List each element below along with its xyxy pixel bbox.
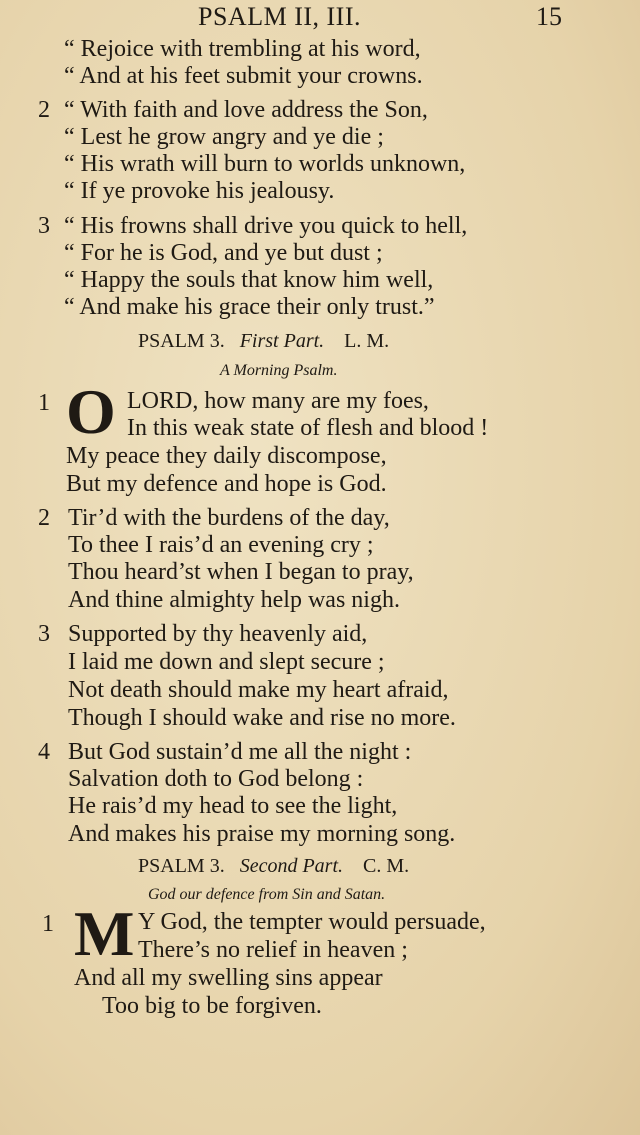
running-title: PSALM II, III. bbox=[198, 2, 361, 31]
verse-line: “ If ye provoke his jealousy. bbox=[64, 178, 335, 204]
verse-line: I laid me down and slept secure ; bbox=[68, 649, 385, 675]
running-header bbox=[0, 2, 640, 32]
verse-line: He rais’d my head to see the light, bbox=[68, 793, 398, 819]
verse-number: 1 bbox=[38, 390, 50, 416]
heading-title: PSALM 3. bbox=[138, 330, 225, 352]
verse-line: Not death should make my heart afraid, bbox=[68, 677, 449, 703]
psalm-subtitle: A Morning Psalm. bbox=[220, 362, 338, 379]
psalm-heading bbox=[138, 330, 389, 353]
verse-line: “ And at his feet submit your crowns. bbox=[64, 63, 423, 89]
verse-line: And thine almighty help was nigh. bbox=[68, 587, 400, 613]
verse-line: “ Rejoice with trembling at his word, bbox=[64, 36, 421, 62]
verse-number: 1 bbox=[42, 911, 54, 937]
page-number: 15 bbox=[536, 2, 562, 31]
heading-title: PSALM 3. bbox=[138, 855, 225, 877]
heading-part: First Part. bbox=[239, 330, 325, 352]
verse-number: 3 bbox=[38, 621, 50, 647]
psalm-heading bbox=[138, 855, 409, 878]
heading-part: Second Part. bbox=[239, 855, 344, 877]
verse-line: Y God, the tempter would persuade, bbox=[138, 909, 486, 935]
heading-meter: L. M. bbox=[344, 330, 390, 352]
verse-line: “ His frowns shall drive you quick to hell, bbox=[64, 213, 468, 239]
verse-line: And all my swelling sins appear bbox=[74, 965, 383, 991]
drop-cap: O bbox=[66, 376, 116, 447]
verse-line: And makes his praise my morning song. bbox=[68, 821, 456, 847]
verse-line: Tir’d with the burdens of the day, bbox=[68, 505, 390, 531]
verse-line: But my defence and hope is God. bbox=[66, 471, 387, 497]
verse-line: “ With faith and love address the Son, bbox=[64, 97, 428, 123]
verse-line: LORD, how many are my foes, bbox=[127, 388, 429, 414]
verse-line: In this weak state of flesh and blood ! bbox=[127, 415, 489, 441]
verse-line: But God sustain’d me all the night : bbox=[68, 739, 412, 765]
verse-number: 4 bbox=[38, 739, 50, 765]
verse-line: Salvation doth to God belong : bbox=[68, 766, 364, 792]
verse-line: Though I should wake and rise no more. bbox=[68, 705, 456, 731]
verse-line: “ Happy the souls that know him well, bbox=[64, 267, 434, 293]
verse-number: 3 bbox=[38, 213, 50, 239]
verse-line: “ Lest he grow angry and ye die ; bbox=[64, 124, 384, 150]
verse-number: 2 bbox=[38, 505, 50, 531]
verse-line: To thee I rais’d an evening cry ; bbox=[68, 532, 374, 558]
verse-line: Too big to be forgiven. bbox=[102, 993, 322, 1019]
heading-meter: C. M. bbox=[363, 855, 410, 877]
verse-line: “ And make his grace their only trust.” bbox=[64, 294, 435, 320]
verse-line: There’s no relief in heaven ; bbox=[138, 937, 408, 963]
verse-number: 2 bbox=[38, 97, 50, 123]
verse-line: Supported by thy heavenly aid, bbox=[68, 621, 368, 647]
verse-line: Thou heard’st when I began to pray, bbox=[68, 559, 414, 585]
verse-line: My peace they daily discompose, bbox=[66, 443, 387, 469]
verse-line: “ For he is God, and ye but dust ; bbox=[64, 240, 383, 266]
verse-line: “ His wrath will burn to worlds unknown, bbox=[64, 151, 466, 177]
drop-cap: M bbox=[74, 898, 135, 969]
psalm-subtitle: God our defence from Sin and Satan. bbox=[148, 886, 386, 903]
